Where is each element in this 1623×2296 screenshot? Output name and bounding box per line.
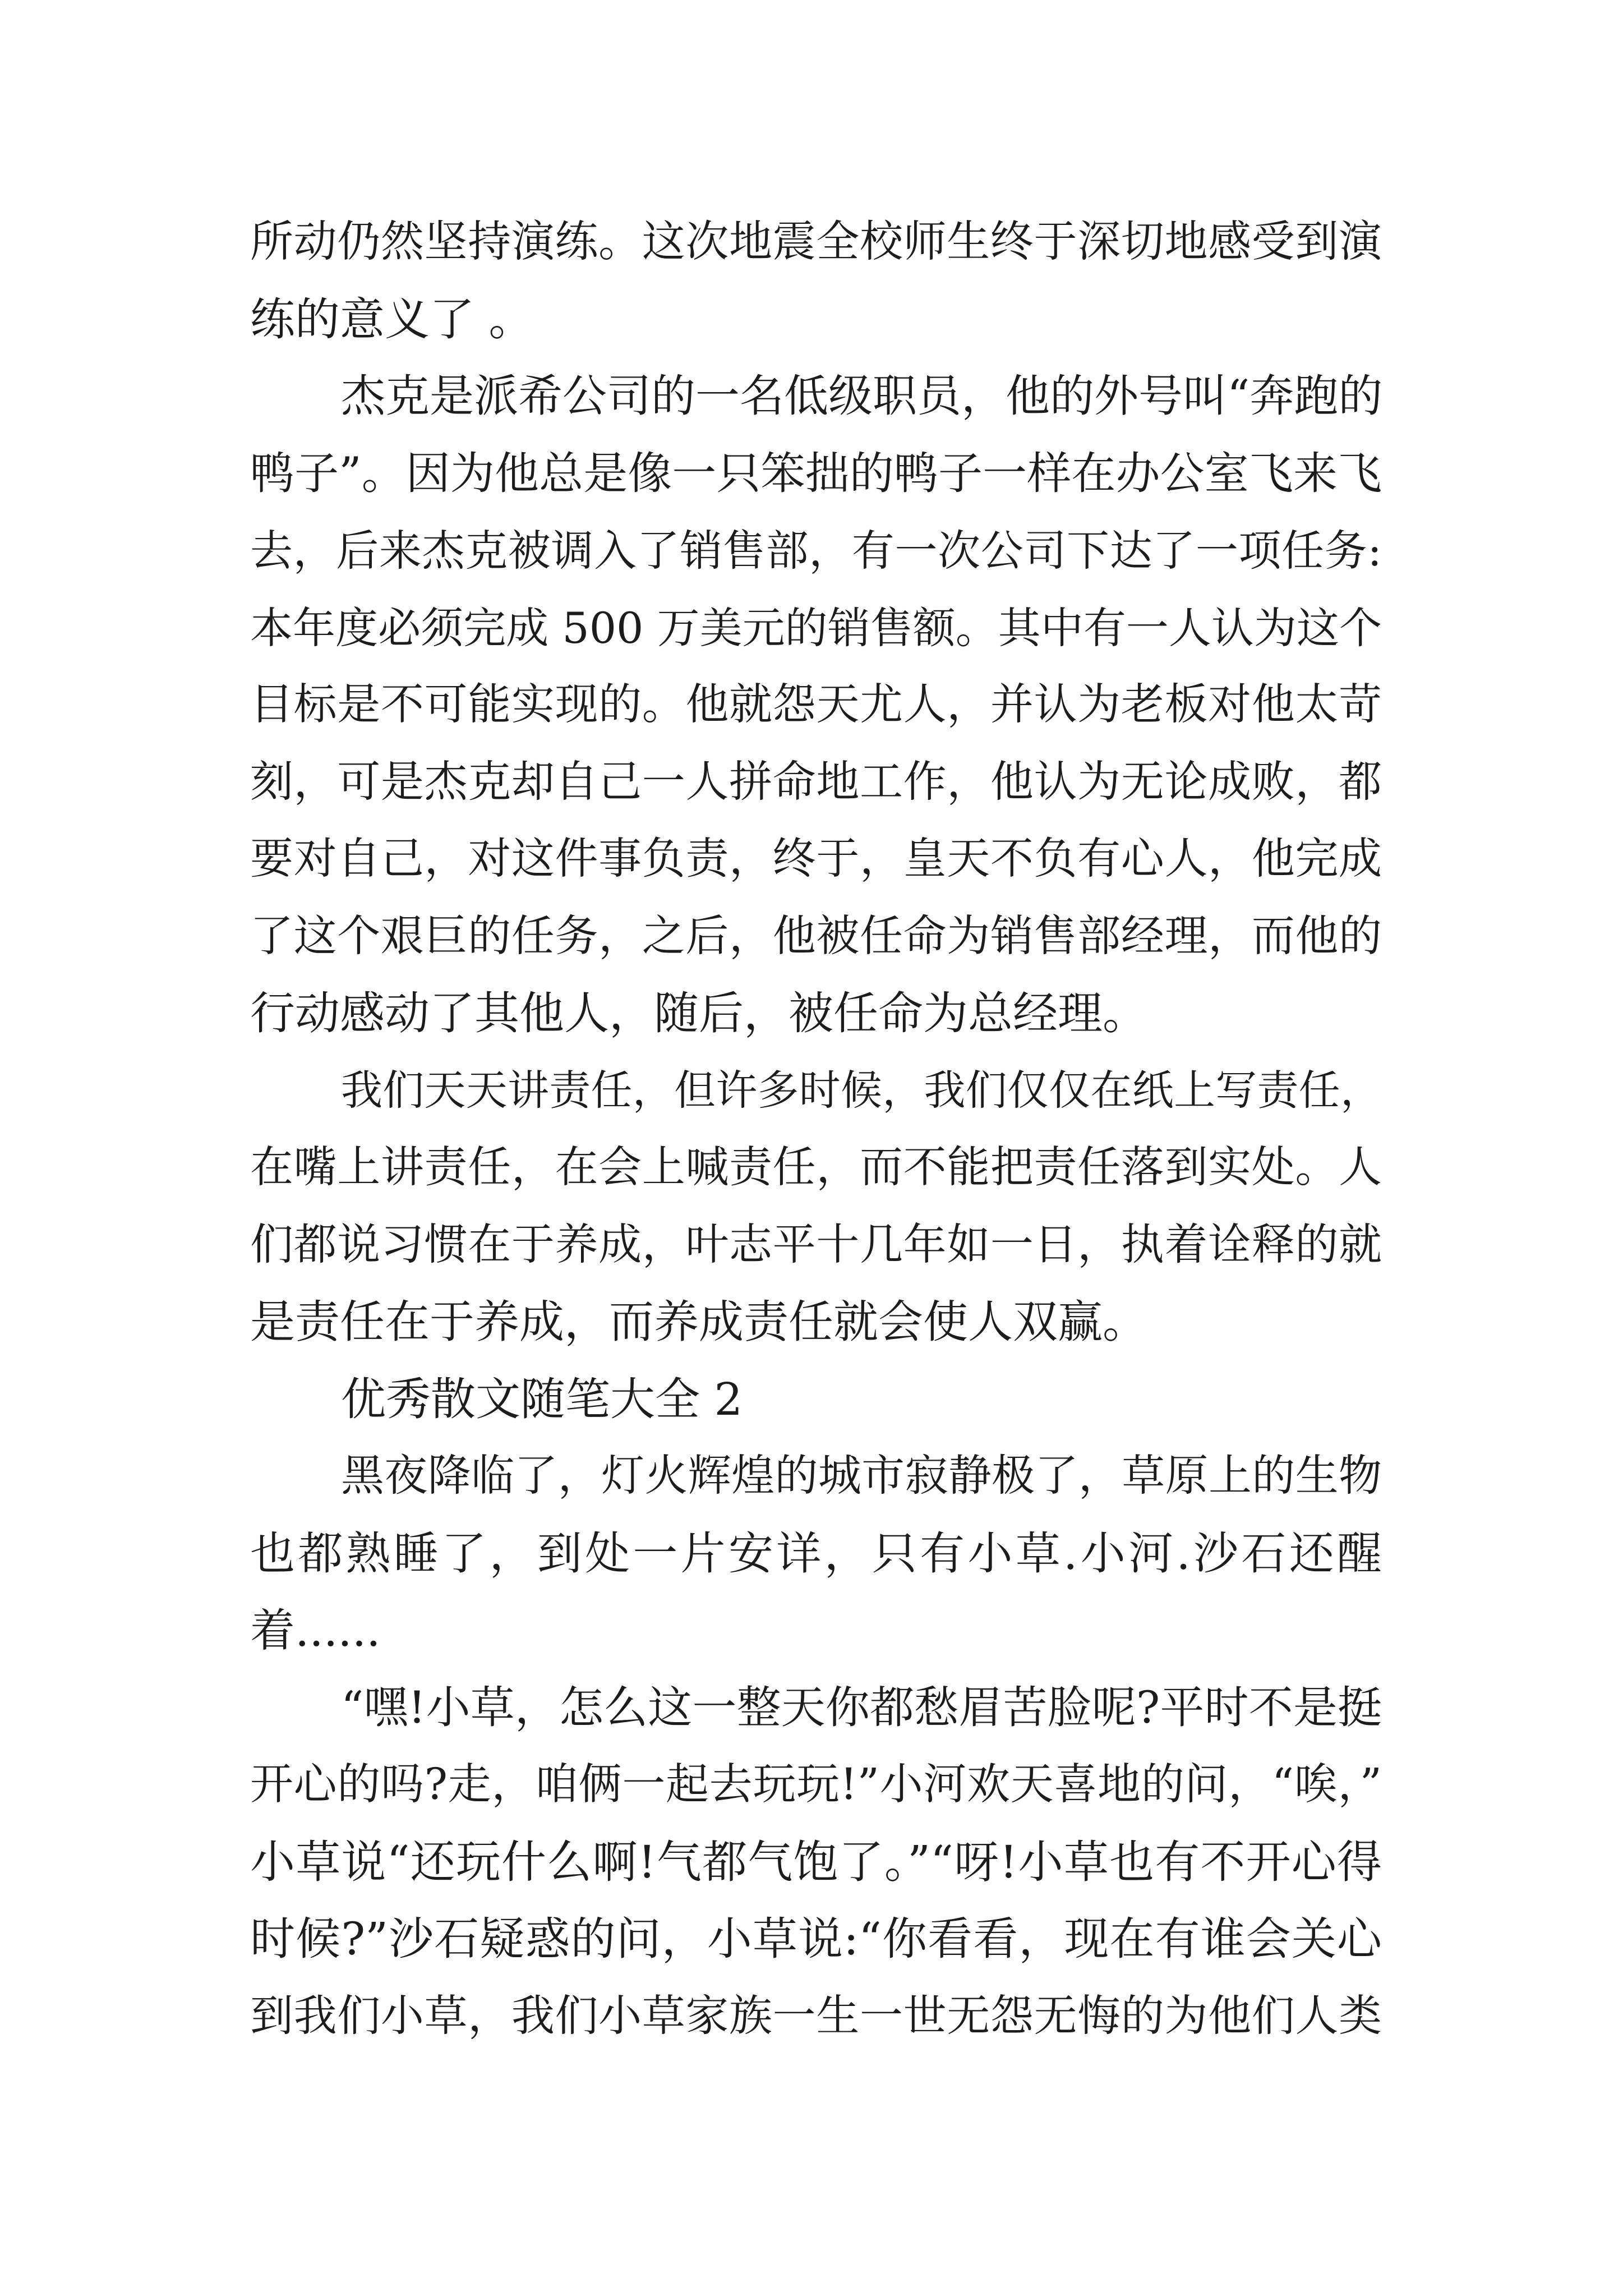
text-line: 所动仍然坚持演练。这次地震全校师生终于深切地感受到演 (250, 217, 1382, 267)
paragraph (250, 358, 1382, 1052)
text-line: 去，后来杰克被调入了销售部，有一次公司下达了一项任务: (250, 526, 1382, 576)
text-line: 目标是不可能实现的。他就怨天尤人，并认为老板对他太苛 (250, 680, 1382, 730)
text-line: 到我们小草，我们小草家族一生一世无怨无悔的为他们人类 (250, 1991, 1382, 2041)
paragraph (250, 1669, 1382, 2055)
text-line: “嘿!小草，怎么这一整天你都愁眉苦脸呢?平时不是挺 (341, 1681, 1382, 1733)
text-line: 行动感动了其他人，随后，被任命为总经理。 (250, 987, 1147, 1039)
text-line: 本年度必须完成 500 万美元的销售额。其中有一人认为这个 (250, 602, 1382, 653)
text-line: 时候?”沙石疑惑的问，小草说:“你看看，现在有谁会关心 (250, 1913, 1382, 1965)
text-line: 要对自己，对这件事负责，终于，皇天不负有心人，他完成 (250, 834, 1382, 884)
text-line: 是责任在于养成，而养成责任就会使人双赢。 (250, 1296, 1147, 1348)
section-heading-text: 优秀散文随笔大全 2 (341, 1373, 743, 1425)
section-heading (250, 1361, 1382, 1438)
text-line: 们都说习惯在于养成，叶志平十几年如一日，执着诠释的就 (250, 1220, 1382, 1270)
text-line: 我们天天讲责任，但许多时候，我们仅仅在纸上写责任， (341, 1066, 1382, 1115)
text-line: 着...... (250, 1604, 381, 1657)
text-line: 鸭子”。因为他总是像一只笨拙的鸭子一样在办公室飞来飞 (250, 447, 1382, 499)
text-line: 了这个艰巨的任务，之后，他被任命为销售部经理，而他的 (250, 911, 1382, 961)
paragraph (250, 1052, 1382, 1361)
paragraph (250, 204, 1382, 358)
text-line: 黑夜降临了，灯火辉煌的城市寂静极了，草原上的生物 (341, 1451, 1382, 1501)
text-line: 刻，可是杰克却自己一人拼命地工作，他认为无论成败，都 (250, 757, 1382, 807)
text-line: 在嘴上讲责任，在会上喊责任，而不能把责任落到实处。人 (250, 1143, 1382, 1193)
text-line: 也都熟睡了，到处一片安详，只有小草.小河.沙石还醒 (250, 1527, 1382, 1580)
text-line: 杰克是派希公司的一名低级职员，他的外号叫“奔跑的 (341, 370, 1383, 422)
text-line: 开心的吗?走，咱俩一起去玩玩!”小河欢天喜地的问，“唉，” (250, 1760, 1382, 1810)
paragraph (250, 1438, 1382, 1669)
text-line: 小草说“还玩什么啊!气都气饱了。”“呀!小草也有不开心得 (250, 1835, 1382, 1888)
document-page (250, 204, 1382, 2055)
text-line: 练的意义了 。 (250, 293, 534, 346)
